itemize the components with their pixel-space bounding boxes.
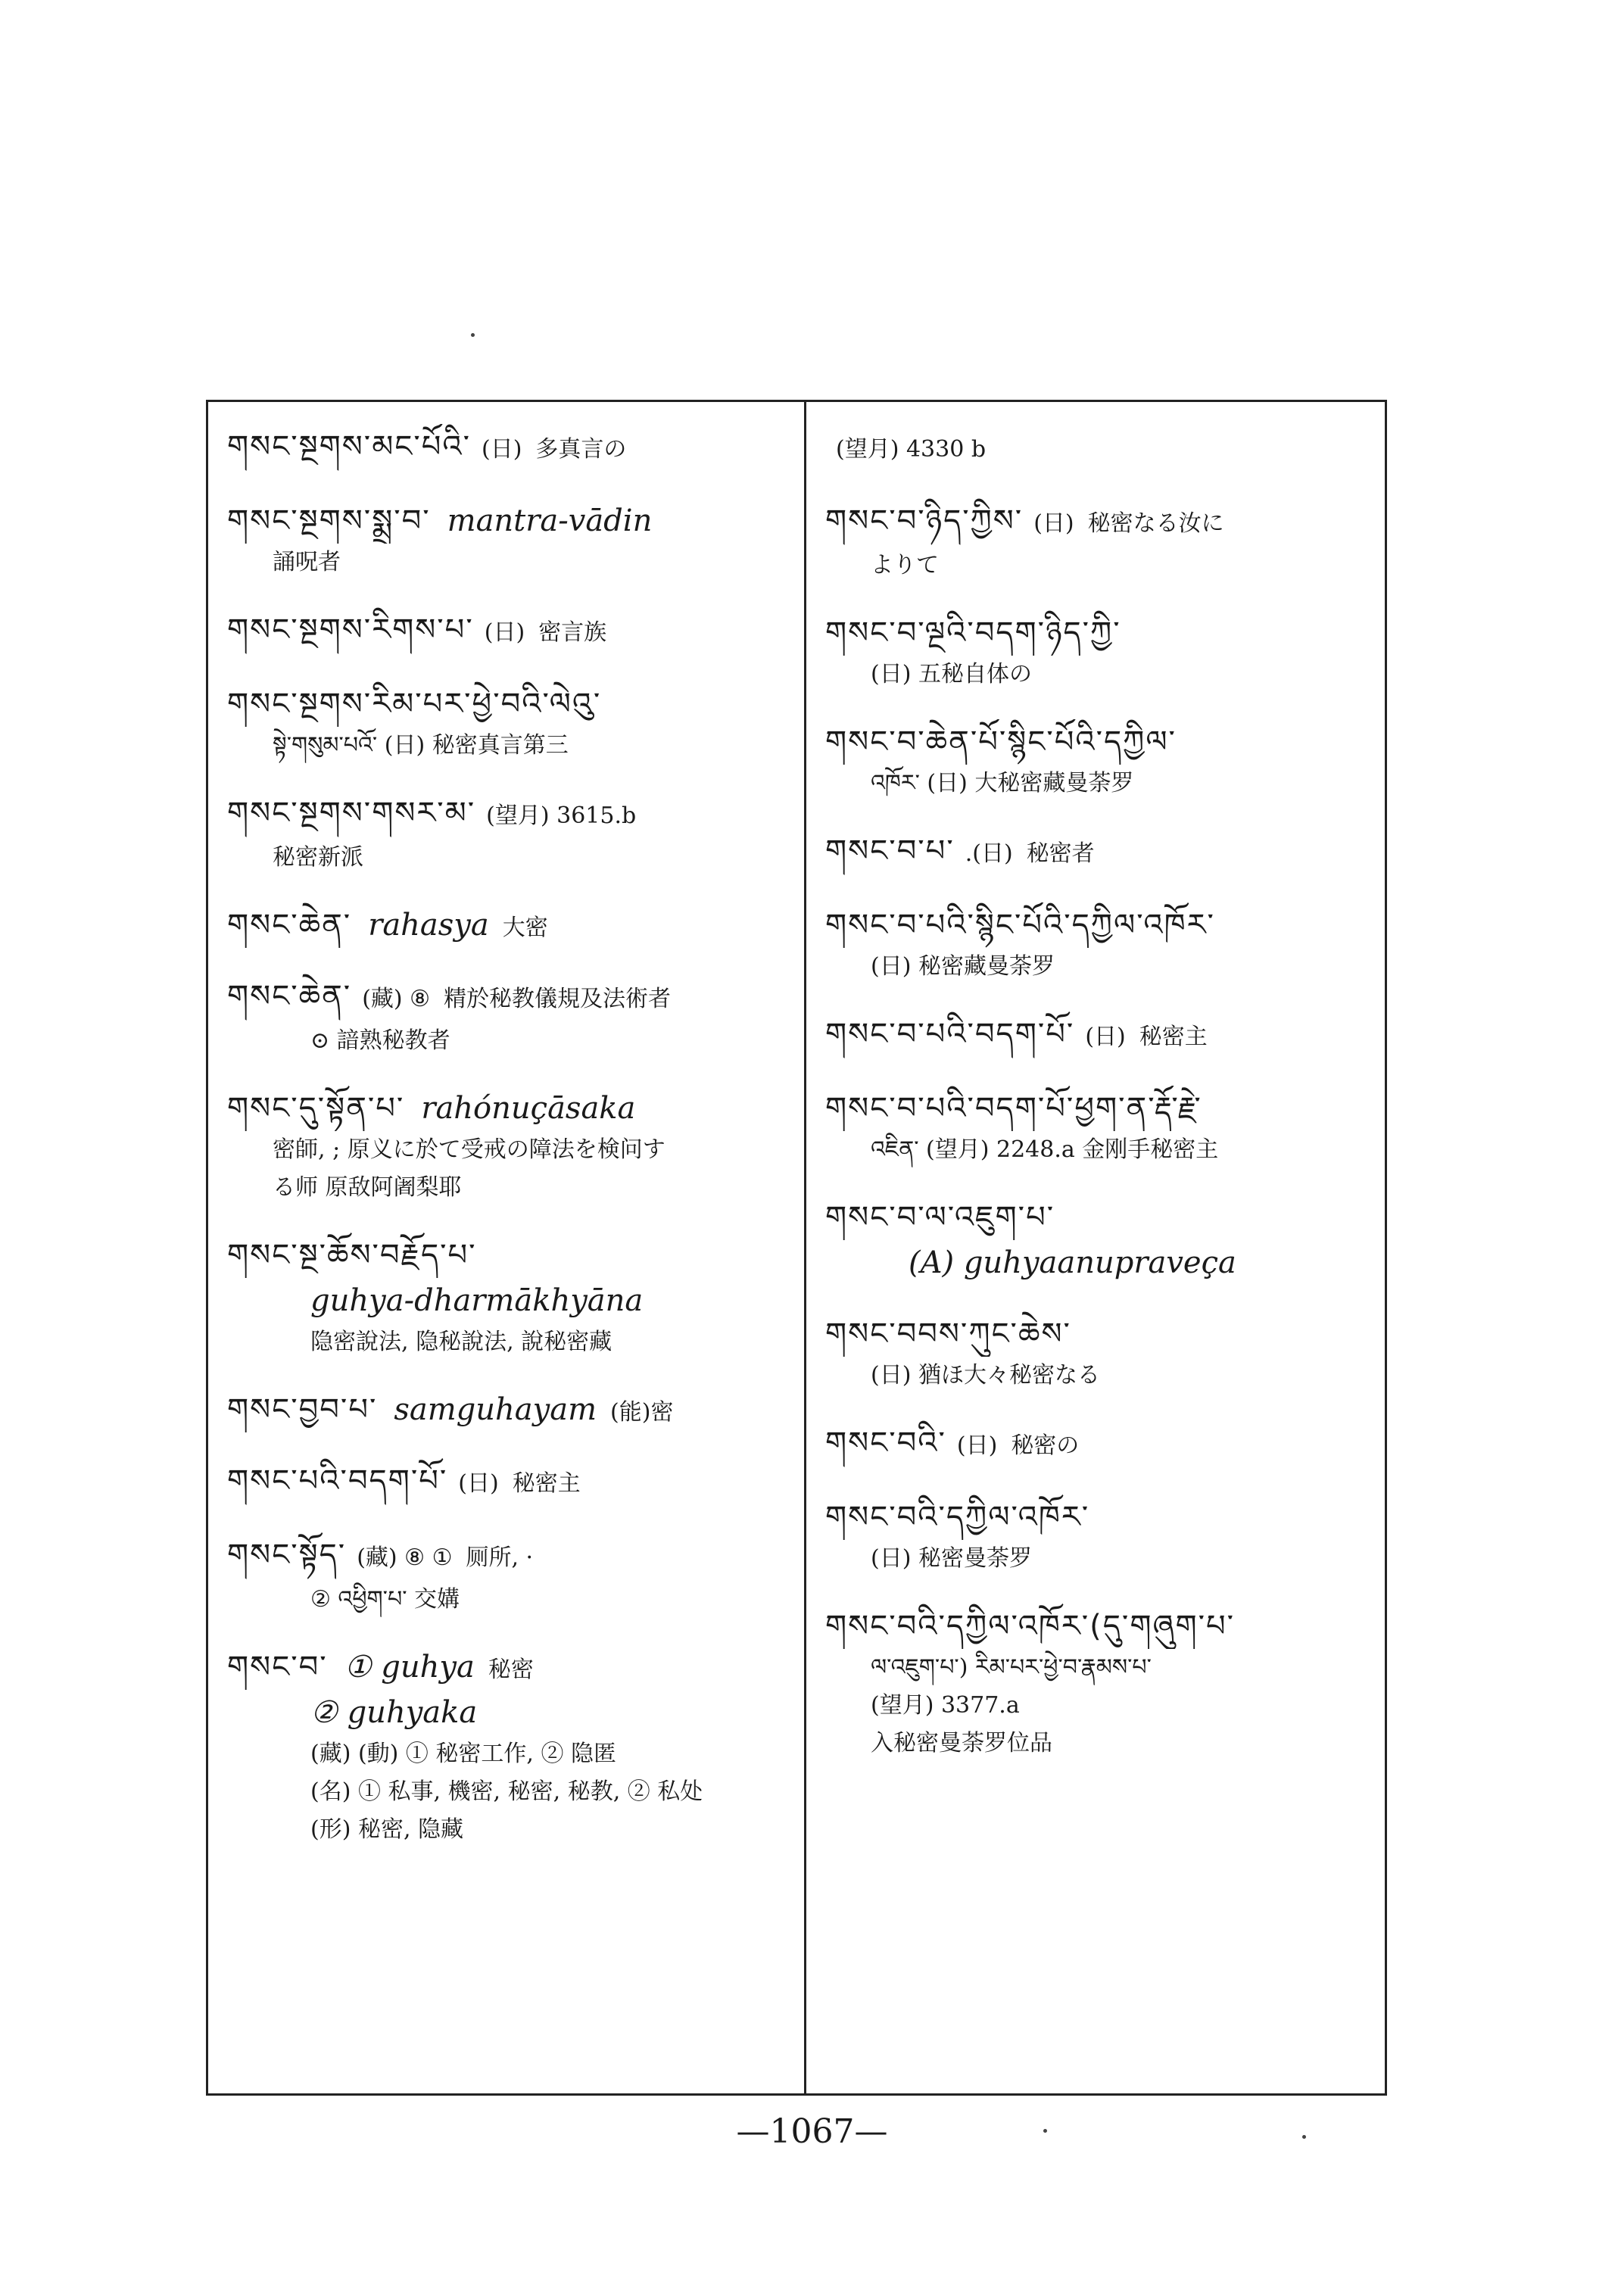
source-reference: (日): [1033, 510, 1074, 537]
entry-continuation: (日) 秘密藏曼荼罗: [871, 953, 1055, 980]
entry-continuation: 入秘密曼荼罗位品: [871, 1730, 1052, 1756]
tibetan-headword: གསང་སྔགས་གསར་མ་: [227, 796, 476, 831]
entry-gloss: (能)密: [610, 1399, 674, 1426]
dictionary-entry: [825, 902, 1378, 986]
tibetan-headword: གསང་བ་ཉིད་ཀྱིས་: [825, 503, 1024, 538]
dictionary-entry: [227, 424, 787, 472]
dictionary-entry: [227, 1233, 787, 1361]
tibetan-headword: གསང་བ་ལ་འཇུག་པ་: [825, 1200, 1055, 1235]
sanskrit-equivalent: mantra-vādin: [447, 503, 653, 538]
entry-continuation: よりて: [871, 552, 939, 578]
sanskrit-line: guhya-dharmākhyāna: [310, 1283, 644, 1318]
tibetan-headword: གསང་བ་ཆེན་པོ་སྙིང་པོའི་དཀྱིལ་: [825, 725, 1177, 759]
entry-continuation: ལ་འཇུག་པ་) རིམ་པར་ཕྱེ་བ་རྣམས་པ་: [871, 1654, 1152, 1681]
source-reference: (日): [458, 1470, 499, 1497]
source-reference: (望月) 4330 b: [836, 436, 987, 463]
dictionary-entry: [825, 1195, 1378, 1286]
entry-headline: [825, 828, 1378, 877]
tibetan-headword: གསང་སྔ་ཆོས་བརྗོད་པ་: [227, 1238, 477, 1273]
dictionary-entry: [825, 1011, 1378, 1060]
entry-gloss: 精於秘教儀規及法術者: [444, 986, 672, 1012]
entry-continuation: 密師, ; 原义に於て受戒の障法を検问す: [273, 1136, 665, 1163]
entry-continuation: 秘密新派: [273, 844, 363, 871]
dictionary-entry: [825, 1086, 1378, 1169]
right-column: [825, 424, 1378, 1788]
entry-continuation: (日) 五秘自体の: [871, 661, 1032, 687]
tibetan-headword: གསང་སྔགས་སྨྲ་བ་: [227, 503, 431, 538]
entry-headline: [825, 1311, 1378, 1357]
source-reference: (日): [956, 1432, 998, 1459]
tibetan-headword: གསང་སྔགས་རིགས་པ་: [227, 612, 474, 647]
entry-gloss: 秘密なる汝に: [1087, 510, 1224, 537]
entry-headline: [825, 1195, 1378, 1240]
entry-headline: [227, 1086, 787, 1131]
left-column: [227, 424, 787, 1875]
dictionary-entry: [825, 1495, 1378, 1578]
tibetan-headword: གསང་དུ་སྟོན་པ་: [227, 1091, 405, 1126]
scan-speck: [1043, 2129, 1047, 2133]
tibetan-headword: གསང་བ་པ་: [825, 834, 955, 868]
dictionary-entry: [825, 1311, 1378, 1395]
entry-headline: [825, 1011, 1378, 1060]
sanskrit-line: ② guhyaka: [310, 1695, 478, 1730]
entry-gloss: 秘密者: [1026, 840, 1095, 867]
tibetan-headword: གསང་བབས་ཀུང་ཆེས་: [825, 1317, 1071, 1351]
dictionary-entry: [227, 902, 787, 948]
entry-continuation: る师 原敌阿阇梨耶: [273, 1174, 462, 1201]
entry-headline: [825, 1086, 1378, 1131]
entry-continuation: འཇིན་ (望月) 2248.a 金刚手秘密主: [871, 1136, 1219, 1163]
entry-gloss: 大密: [502, 915, 548, 941]
dictionary-entry: [227, 974, 787, 1060]
sanskrit-equivalent: ① guhya: [344, 1650, 475, 1685]
entry-headline: [227, 1644, 787, 1690]
tibetan-headword: གསང་སྔགས་རིམ་པར་ཕྱེ་བའི་ལེའུ་: [227, 687, 602, 722]
entry-gloss: 多真言の: [535, 436, 627, 463]
entry-headline: [227, 1458, 787, 1507]
entry-headline: [825, 424, 1378, 472]
entry-gloss: 秘密主: [1139, 1024, 1208, 1050]
entry-subsense: (名) ① 私事, 機密, 秘密, 秘教, ② 私处: [310, 1778, 703, 1805]
entry-subsense: 隐密說法, 隐秘說法, 說秘密藏: [310, 1329, 613, 1355]
tibetan-headword: གསང་བྱབ་པ་: [227, 1392, 378, 1427]
dictionary-entry: [825, 498, 1378, 584]
tibetan-headword: གསང་ཆེན་: [227, 908, 352, 943]
dictionary-entry: [227, 1387, 787, 1432]
entry-headline: [227, 974, 787, 1022]
entry-headline: [825, 1604, 1378, 1649]
dictionary-entry: [825, 610, 1378, 693]
entry-headline: [227, 681, 787, 727]
source-reference: (藏) ⑧: [362, 986, 431, 1012]
tibetan-headword: གསང་སྔགས་མང་པོའི་: [227, 429, 471, 464]
dictionary-entry: [227, 607, 787, 656]
dictionary-entry: [227, 681, 787, 765]
scan-speck: [471, 333, 475, 337]
entry-continuation: (日) 秘密曼荼罗: [871, 1545, 1032, 1572]
entry-headline: [825, 1495, 1378, 1540]
dictionary-entry: [227, 790, 787, 877]
entry-headline: [227, 498, 787, 544]
tibetan-headword: གསང་བ་པའི་བདག་པོ་: [825, 1017, 1075, 1052]
tibetan-headword: གསང་བའི་: [825, 1426, 946, 1460]
entry-continuation: 誦呪者: [273, 549, 341, 575]
entry-subsense: (形) 秘密, 隐藏: [310, 1816, 464, 1843]
entry-gloss: 秘密: [488, 1657, 534, 1683]
tibetan-headword: གསང་བ་པའི་བདག་པོ་ཕྱག་ན་རྡོ་རྗེ་: [825, 1091, 1202, 1126]
page-number: —1067—: [736, 2112, 888, 2151]
entry-headline: [227, 1387, 787, 1432]
entry-headline: [227, 790, 787, 839]
dictionary-entry: [227, 1086, 787, 1207]
dictionary-entry: [227, 1532, 787, 1619]
source-reference: .(日): [965, 840, 1013, 867]
tibetan-headword: གསང་བའི་དཀྱིལ་འཁོར་(དུ་གཞུག་པ་: [825, 1609, 1236, 1644]
entry-continuation: (望月) 3377.a: [871, 1692, 1020, 1719]
column-divider: [804, 401, 806, 2094]
dictionary-entry: [227, 1644, 787, 1849]
sanskrit-equivalent: samguhayam: [394, 1392, 597, 1427]
entry-headline: [227, 607, 787, 656]
entry-subsense: (藏) (動) ① 秘密工作, ② 隐匿: [310, 1741, 617, 1767]
entry-headline: [227, 424, 787, 472]
tibetan-headword: གསང་ཆེན་: [227, 979, 352, 1014]
entry-subsense: ② འཕྱིག་པ་ 交媾: [310, 1586, 460, 1613]
tibetan-headword: གསང་པའི་བདག་པོ་: [227, 1463, 448, 1498]
entry-headline: [227, 1532, 787, 1581]
tibetan-headword: གསང་སྟོད་: [227, 1538, 347, 1572]
dictionary-entry: [825, 424, 1378, 472]
entry-headline: [825, 719, 1378, 765]
source-reference: (望月) 3615.b: [486, 803, 637, 829]
tibetan-headword: གསང་བ་ལྔའི་བདག་ཉིད་ཀྱི་: [825, 616, 1121, 650]
source-reference: (藏) ⑧ ①: [357, 1544, 453, 1571]
dictionary-entry: [825, 828, 1378, 877]
source-reference: (日): [482, 436, 522, 463]
dictionary-entry: [825, 1420, 1378, 1469]
entry-gloss: 密言族: [538, 619, 607, 646]
sanskrit-line: (A) guhyaanupraveça: [909, 1245, 1236, 1280]
entry-continuation: སྟེ་གསུམ་པའོ་ (日) 秘密真言第三: [273, 732, 569, 759]
dictionary-entry: [227, 498, 787, 581]
sanskrit-equivalent: rahasya: [368, 908, 489, 943]
source-reference: (日): [1085, 1024, 1126, 1050]
entry-headline: [825, 1420, 1378, 1469]
entry-continuation: འཁོར་ (日) 大秘密藏曼荼罗: [871, 770, 1134, 796]
entry-continuation: (日) 猶ほ大々秘密なる: [871, 1362, 1100, 1389]
dictionary-entry: [825, 719, 1378, 803]
entry-subsense: ⊙ 諳熟秘教者: [310, 1027, 450, 1054]
entry-headline: [825, 498, 1378, 547]
entry-headline: [227, 902, 787, 948]
tibetan-headword: གསང་བའི་དཀྱིལ་འཁོར་: [825, 1500, 1090, 1535]
entry-headline: [227, 1233, 787, 1278]
entry-gloss: 厕所, ·: [466, 1544, 534, 1571]
sanskrit-equivalent: rahónuçāsaka: [421, 1091, 636, 1126]
entry-gloss: 秘密の: [1011, 1432, 1080, 1459]
entry-headline: [825, 902, 1378, 948]
source-reference: (日): [484, 619, 525, 646]
tibetan-headword: གསང་བ་: [227, 1650, 328, 1685]
entry-headline: [825, 610, 1378, 656]
scan-speck: [1302, 2135, 1306, 2139]
dictionary-entry: [227, 1458, 787, 1507]
entry-gloss: 秘密主: [512, 1470, 581, 1497]
tibetan-headword: གསང་བ་པའི་སྙིང་པོའི་དཀྱིལ་འཁོར་: [825, 908, 1215, 943]
dictionary-entry: [825, 1604, 1378, 1763]
